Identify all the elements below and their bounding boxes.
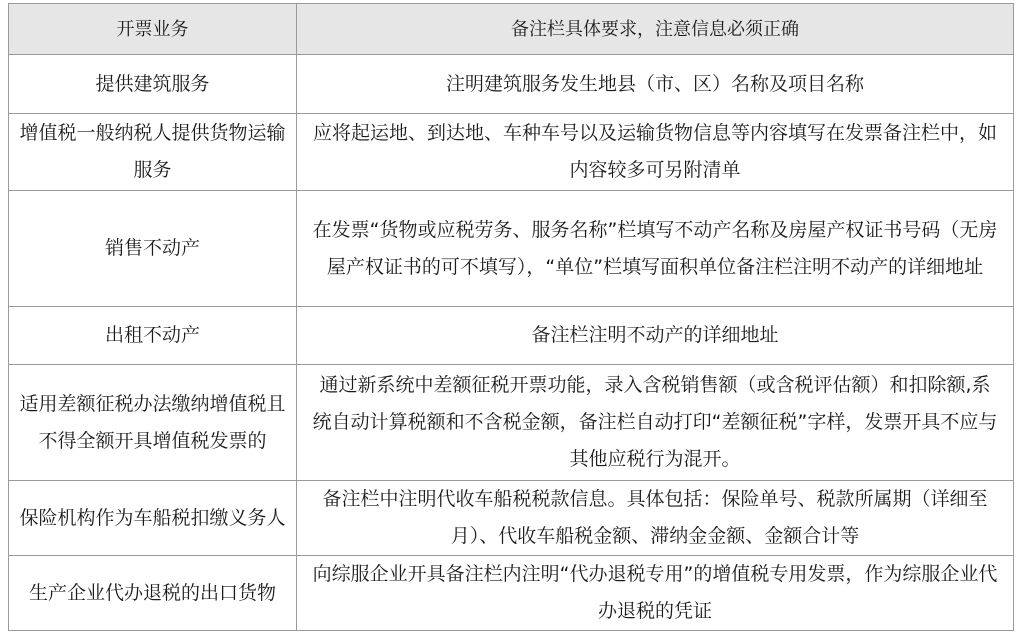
business-cell: 保险机构作为车船税扣缴义务人: [9, 481, 297, 556]
header-row: [9, 4, 1014, 55]
table-row: [9, 307, 1014, 365]
business-cell: 出租不动产: [9, 307, 297, 365]
table-row: [9, 191, 1014, 307]
table-row: [9, 55, 1014, 114]
requirement-cell: 通过新系统中差额征税开票功能，录入含税销售额（或含税评估额）和扣除额,系统自动计算税额和不含税金额，备注栏自动打印“差额征税”字样，发票开具不应与其他应税行为混开。: [297, 365, 1014, 481]
requirement-cell: 在发票“货物或应税劳务、服务名称”栏填写不动产名称及房屋产权证书号码（无房屋产权证书的可不填写），“单位”栏填写面积单位备注栏注明不动产的详细地址: [297, 191, 1014, 307]
header-business: 开票业务: [9, 4, 297, 55]
business-cell: 提供建筑服务: [9, 55, 297, 114]
business-cell: 生产企业代办退税的出口货物: [9, 556, 297, 631]
business-cell: 销售不动产: [9, 191, 297, 307]
business-cell: 适用差额征税办法缴纳增值税且不得全额开具增值税发票的: [9, 365, 297, 481]
table-header: [9, 4, 1014, 55]
requirement-cell: 应将起运地、到达地、车种车号以及运输货物信息等内容填写在发票备注栏中，如内容较多可另附清单: [297, 114, 1014, 191]
table-row: [9, 114, 1014, 191]
table-row: [9, 556, 1014, 631]
header-requirement: 备注栏具体要求，注意信息必须正确: [297, 4, 1014, 55]
requirement-cell: 备注栏中注明代收车船税税款信息。具体包括：保险单号、税款所属期（详细至月）、代收车船税金额、滞纳金金额、金额合计等: [297, 481, 1014, 556]
table-body: [9, 55, 1014, 631]
requirement-cell: 备注栏注明不动产的详细地址: [297, 307, 1014, 365]
table-row: [9, 481, 1014, 556]
business-cell: 增值税一般纳税人提供货物运输服务: [9, 114, 297, 191]
table-row: [9, 365, 1014, 481]
requirement-cell: 注明建筑服务发生地县（市、区）名称及项目名称: [297, 55, 1014, 114]
requirement-cell: 向综服企业开具备注栏内注明“代办退税专用”的增值税专用发票，作为综服企业代办退税的凭证: [297, 556, 1014, 631]
invoice-remarks-table: [8, 3, 1014, 631]
